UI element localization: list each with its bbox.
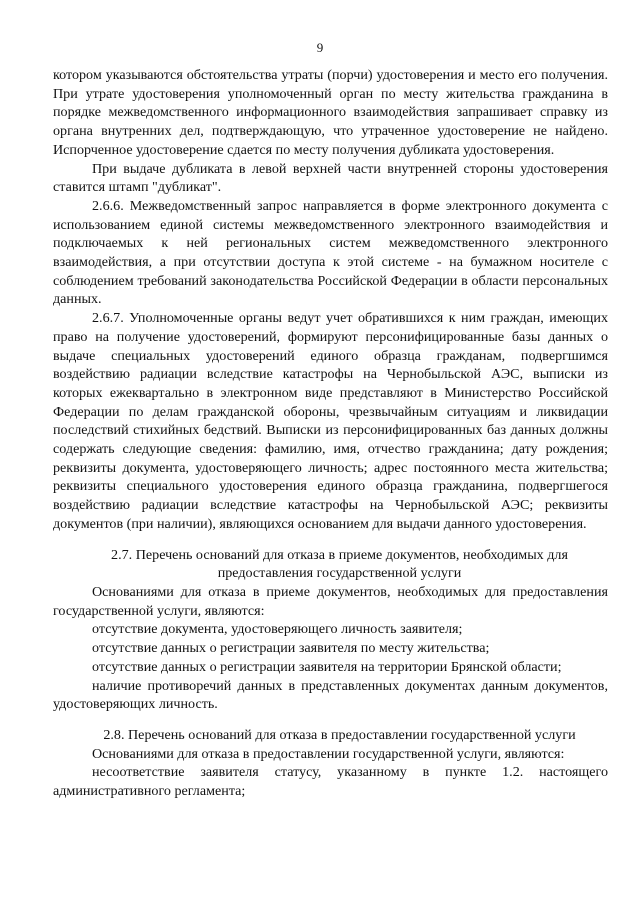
list-item-no-bryansk-registration: отсутствие данных о регистрации заявителя на территории Брянской области; xyxy=(92,658,562,675)
list-item-no-residence-registration: отсутствие данных о регистрации заявителя по месту жительства; xyxy=(92,640,490,657)
paragraph-2-6-6: 2.6.6. Межведомственный запрос направляется в форме электронного документа с использованием единой системы межведомственного электронного взаимодействия и подключаемых к ней региональных систем межведомственного электронного взаимодействия, а при отсутствии доступа к этой системе - на бумажном носителе с соблюдением требований законодательства Российской Федерации в области персональных данных. xyxy=(53,197,608,308)
paragraph-refusal-intake-grounds: Основаниями для отказа в приеме документов, необходимых для предоставления государственной услуги, являются: xyxy=(53,583,608,619)
section-heading-2-7: 2.7. Перечень оснований для отказа в приеме документов, необходимых для предоставления государственной услуги xyxy=(111,546,568,582)
list-item-status-mismatch: несоответствие заявителя статусу, указанному в пункте 1.2. настоящего административного регламента; xyxy=(53,764,608,800)
paragraph-duplicate-stamp: При выдаче дубликата в левой верхней части внутренней стороны удостоверения ставится штамп "дубликат". xyxy=(53,160,608,196)
list-item-no-identity-document: отсутствие документа, удостоверяющего личность заявителя; xyxy=(92,621,463,638)
section-heading-2-8: 2.8. Перечень оснований для отказа в предоставлении государственной услуги xyxy=(103,726,576,743)
list-item-data-contradictions: наличие противоречий данных в представленных документах данным документов, удостоверяющих личность. xyxy=(53,677,608,713)
paragraph-2-6-7: 2.6.7. Уполномоченные органы ведут учет обратившихся к ним граждан, имеющих право на получение удостоверений, формируют персонифицированные базы данных о выдаче специальных удостоверений единого образца гражданам, подвергшимся воздействию радиации вследствие катастрофы на Чернобыльской АЭС, выписки из которых ежеквартально в электронном виде представляют в Министерство Российской Федерации по делам гражданской обороны, чрезвычайным ситуациям и ликвидации последствий стихийных бедствий. Выписки из персонифицированных баз данных должны содержать следующие сведения: фамилию, имя, отчество гражданина; дату рождения; реквизиты документа, удостоверяющего личность; адрес постоянного места жительства; реквизиты специального удостоверения единого образца гражданина, подвергшегося воздействию радиации вследствие катастрофы на Чернобыльской АЭС; реквизиты документов (при наличии), являющихся основанием для выдачи данного удостоверения. xyxy=(53,310,608,532)
paragraph-lost-certificate-continuation: котором указываются обстоятельства утраты (порчи) удостоверения и место его получения. При утрате удостоверения уполномоченный орган по месту жительства гражданина в порядке межведомственного информационного взаимодействия запрашивает справку из органа внутренних дел, подтверждающую, что утраченное удостоверение не найдено. Испорченное удостоверение сдается по месту получения дубликата удостоверения. xyxy=(53,67,608,158)
paragraph-refusal-service-grounds: Основаниями для отказа в предоставлении государственной услуги, являются: xyxy=(92,745,565,762)
document-body xyxy=(53,66,608,801)
page-number: 9 xyxy=(316,40,324,55)
